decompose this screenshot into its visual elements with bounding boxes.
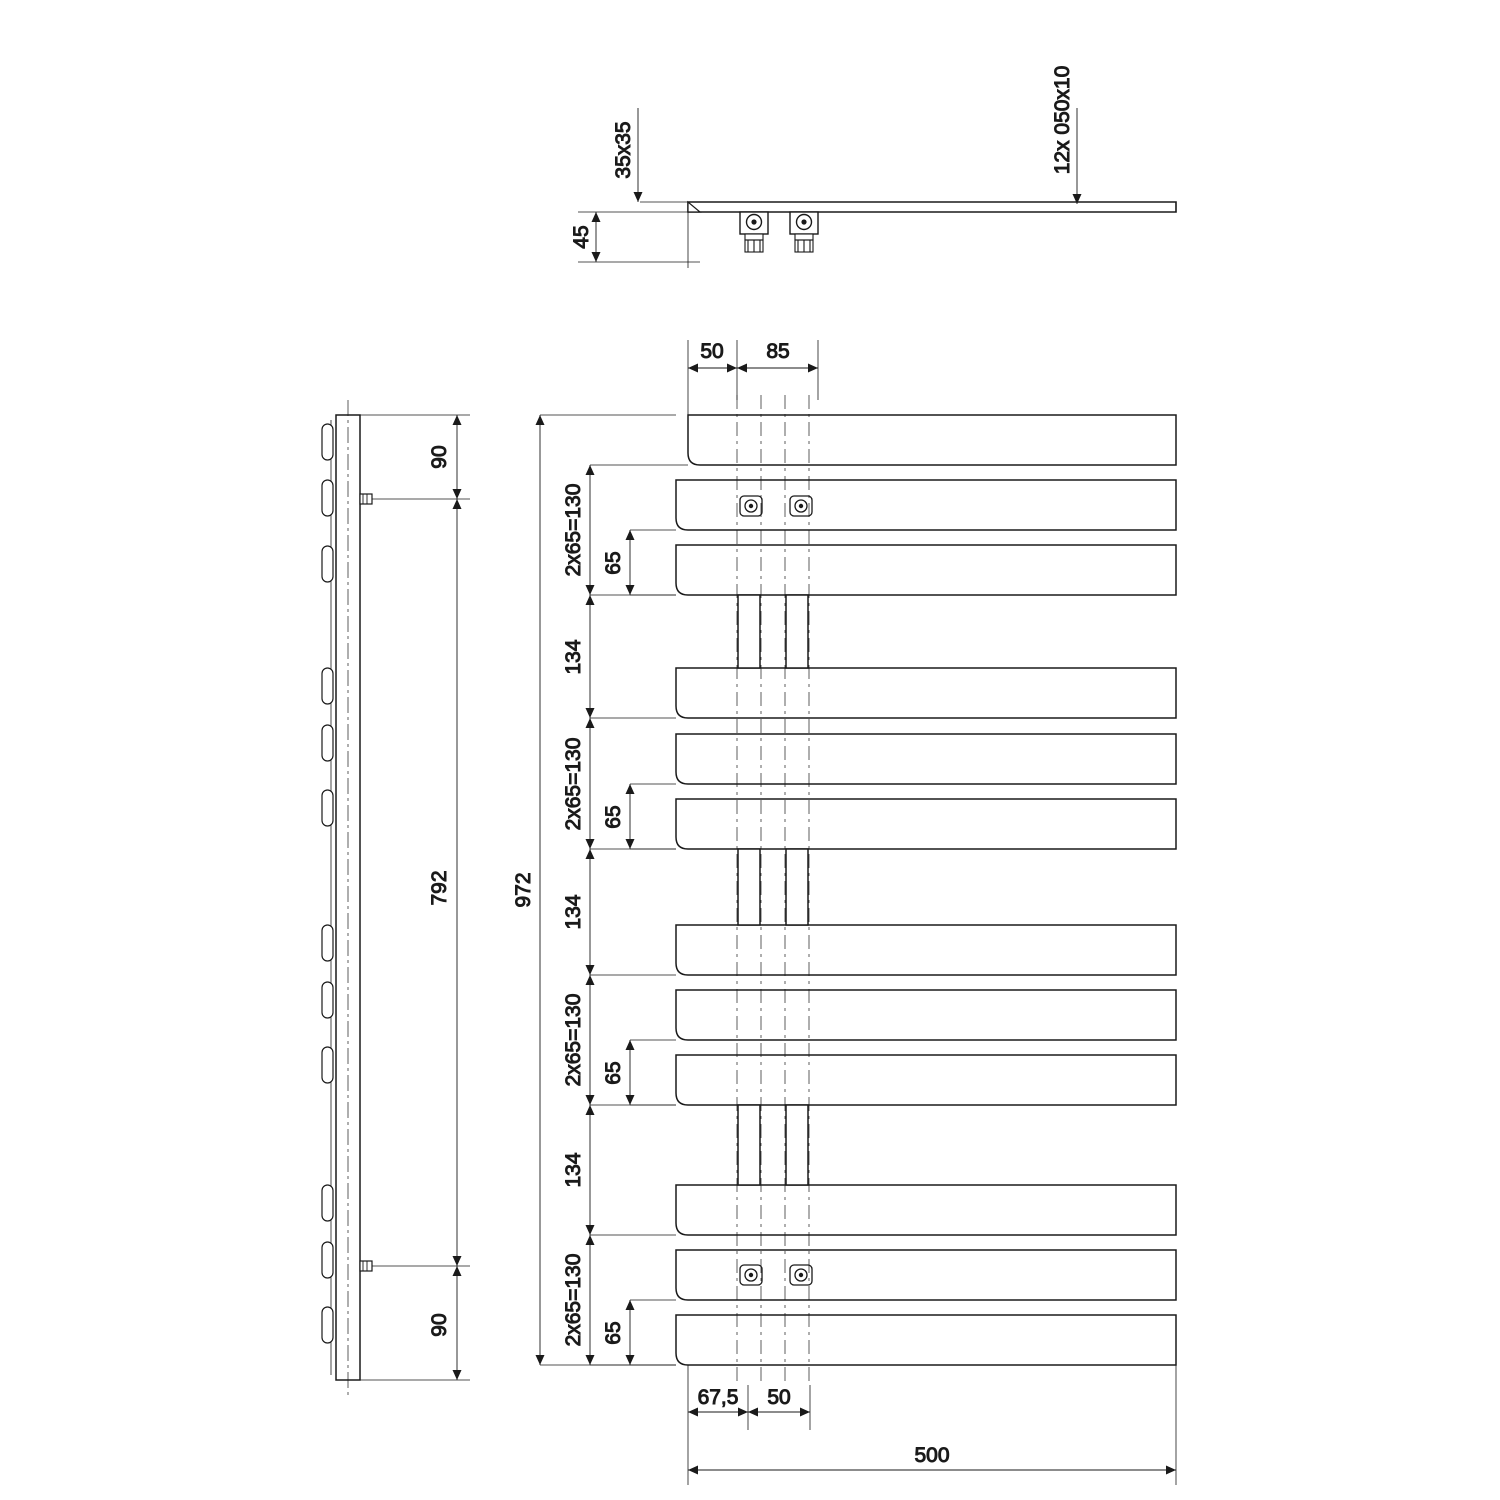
left-side-elevation [322,400,470,1398]
dim-792: 792 [428,870,451,906]
dim-130-a: 2x65=130 [562,483,585,577]
dim-500: 500 [914,1444,950,1467]
dim-130-d: 2x65=130 [562,1253,585,1347]
dim-90-bottom: 90 [428,1313,451,1337]
dim-45: 45 [570,225,593,249]
dim-65-b: 65 [602,805,625,829]
front-elevation [512,340,1176,1485]
dim-50-top: 50 [700,340,724,363]
dim-134-b: 134 [562,894,585,930]
dim-134-c: 134 [562,1152,585,1188]
dim-35x35: 35x35 [612,121,635,179]
dim-130-b: 2x65=130 [562,737,585,831]
dim-65-a: 65 [602,551,625,575]
dim-65-c: 65 [602,1061,625,1085]
dim-85-top: 85 [766,340,790,363]
dim-134-a: 134 [562,639,585,675]
dim-130-c: 2x65=130 [562,993,585,1087]
dim-65-d: 65 [602,1321,625,1345]
dim-67-5: 67,5 [697,1386,739,1409]
dim-972: 972 [512,872,535,908]
top-section-view [570,66,1176,268]
dim-50-bottom: 50 [767,1386,791,1409]
dim-90-top: 90 [428,445,451,469]
dim-panel-spec: 12x 050x10 [1051,65,1074,175]
